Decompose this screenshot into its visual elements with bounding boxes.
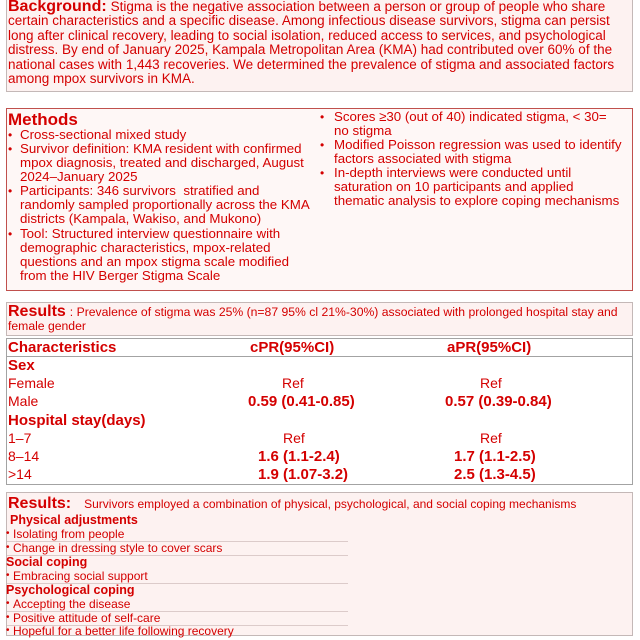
table-group-label: Hospital stay(days) [8,412,146,429]
results-summary-line [8,304,618,320]
methods-bullet-continuation: questions and an mpox stigma scale modified [20,254,290,269]
table-cell-cpr: Ref [282,375,304,391]
methods-bullet-item: • Survivor definition: KMA resident with confirmed [20,142,302,156]
methods-bullet-continuation: from the HIV Berger Stigma Scale [20,268,221,283]
results-summary-text: female gender [8,319,86,333]
results-coping-intro: Survivors employed a combination of physical, psychological, and social coping mechanisms [84,497,577,511]
table-cell-cpr: Ref [283,430,305,446]
coping-group-title: Physical adjustments [10,513,138,527]
coping-group-title: Social coping [6,555,88,569]
methods-bullet-continuation: no stigma [334,123,392,138]
table-cell-apr: 2.5 (1.3-4.5) [454,466,536,483]
table-group-label: Sex [8,357,35,374]
results-summary-heading: Results [8,303,66,320]
table-cell-apr: 1.7 (1.1-2.5) [454,448,536,465]
table-cell-cpr: 0.59 (0.41-0.85) [248,393,355,410]
table-cell-apr: Ref [480,375,502,391]
table-cell-cpr: 1.9 (1.07-3.2) [258,466,349,483]
results-summary-text: : Prevalence of stigma was 25% (n=87 95% cl 21%-30%) associated with prolonged hospital stay and [69,305,618,319]
methods-bullet-item: • Tool: Structured interview questionnaire with [20,227,280,241]
table-row-label: Male [8,393,39,409]
methods-bullet-item: • Modified Poisson regression was used to identify [334,138,622,152]
methods-bullet-continuation: factors associated with stigma [334,151,512,166]
methods-bullet-item: • In-depth interviews were conducted until [334,166,571,180]
coping-list-item: • Change in dressing style to cover scars [13,541,222,555]
background-line: national cases with 1,443 recoveries. We determined the prevalence of stigma and associated factors [8,57,615,72]
table-header-cpr: cPR(95%CI) [250,339,335,356]
coping-list-item: • Positive attitude of self-care [13,611,160,625]
methods-bullet-continuation: randomly sampled proportionally across the KMA [20,197,310,212]
methods-bullet-continuation: 2024–January 2025 [20,169,138,184]
methods-bullet-item: • Cross-sectional mixed study [20,128,186,142]
table-row-label: >14 [8,466,32,482]
table-row-label: 1–7 [8,430,32,446]
methods-bullet-continuation: thematic analysis to explore coping mechanisms [334,193,620,208]
results-coping-line [8,496,576,512]
methods-bullet-item: • Participants: 346 survivors stratified and [20,184,259,198]
coping-list-item: • Isolating from people [13,527,124,541]
table-cell-apr: Ref [480,430,502,446]
coping-list-item: • Embracing social support [13,569,148,583]
methods-heading: Methods [8,110,78,129]
table-cell-cpr: 1.6 (1.1-2.4) [258,448,340,465]
background-line [8,0,605,14]
background-line: distress. By end of January 2025, Kampala Metropolitan Area (KMA) had contributed over 60% of the [8,42,613,57]
background-text: Stigma is the negative association between a person or group of people who share [110,0,606,14]
coping-list-item: • Accepting the disease [13,597,130,611]
background-heading: Background: [8,0,107,15]
methods-bullet-item: • Scores ≥30 (out of 40) indicated stigma, < 30= [334,110,607,124]
table-row-label: Female [8,375,55,391]
coping-group-title: Psychological coping [6,583,135,597]
background-line: among mpox survivors in KMA. [8,71,195,86]
methods-bullet-continuation: districts (Kampala, Wakiso, and Mukono) [20,211,262,226]
table-cell-apr: 0.57 (0.39-0.84) [445,393,552,410]
background-line: certain characteristics and a specific disease. Among infectious disease survivors, stigma can persist [8,13,610,28]
table-header-rule [6,356,633,357]
results-coping-heading: Results: [8,495,72,512]
coping-list-item: • Hopeful for a better life following recovery [13,624,234,638]
table-header-characteristics: Characteristics [8,339,117,356]
methods-bullet-continuation: saturation on 10 participants and applied [334,179,574,194]
table-header-apr: aPR(95%CI) [447,339,532,356]
background-line: long after clinical recovery, leading to social isolation, reduced access to services, and psychological [8,28,606,43]
methods-bullet-continuation: mpox diagnosis, treated and discharged, August [20,155,304,170]
table-row-label: 8–14 [8,448,40,464]
methods-bullet-continuation: demographic characteristics, mpox-related [20,240,271,255]
